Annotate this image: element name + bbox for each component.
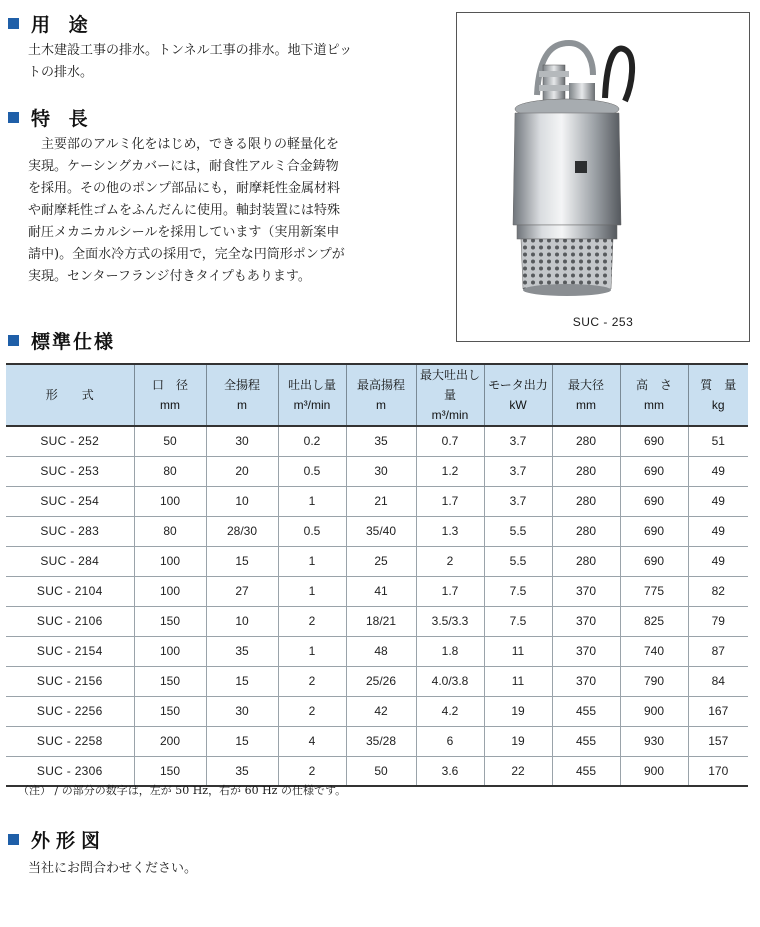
column-header-label: 最高揚程 (356, 378, 405, 392)
table-cell: 2 (278, 606, 346, 636)
column-header-label: 形 式 (45, 388, 94, 402)
table-cell: 50 (346, 756, 416, 786)
table-cell: 19 (484, 696, 552, 726)
table-cell: 100 (134, 576, 206, 606)
column-header-label: 吐出し量 (287, 378, 336, 392)
column-header (416, 364, 484, 426)
table-cell: 20 (206, 456, 278, 486)
column-header-unit: m³/min (431, 408, 469, 422)
table-cell: 167 (688, 696, 748, 726)
table-cell: 150 (134, 756, 206, 786)
table-cell: 690 (620, 546, 688, 576)
table-cell: 35/28 (346, 726, 416, 756)
table-cell: 19 (484, 726, 552, 756)
table-cell: 280 (552, 546, 620, 576)
blue-square-icon (8, 18, 19, 29)
table-cell: 1 (278, 636, 346, 666)
table-cell: 87 (688, 636, 748, 666)
table-cell: 690 (620, 426, 688, 456)
spec-table (6, 363, 748, 787)
table-cell: 3.6 (416, 756, 484, 786)
table-cell: 35 (206, 756, 278, 786)
table-row (6, 486, 748, 516)
table-cell: 690 (620, 516, 688, 546)
section-heading-spec (8, 327, 115, 354)
section-title: 標準仕様 (31, 331, 116, 353)
column-header-label: 最大吐出し量 (419, 368, 480, 402)
column-header-label: 最大径 (567, 378, 604, 392)
text-line: 実現。ケーシングカバーには，耐食性アルミ合金鋳物 (28, 159, 339, 174)
column-header-label: 口 径 (151, 378, 188, 392)
text-line: 土木建設工事の排水。トンネル工事の排水。地下道ピッ (28, 43, 353, 58)
table-cell: 825 (620, 606, 688, 636)
table-row (6, 456, 748, 486)
table-cell: 41 (346, 576, 416, 606)
text-line: 主要部のアルミ化をはじめ，できる限りの軽量化を (28, 137, 339, 152)
blue-square-icon (8, 335, 19, 346)
table-cell: 150 (134, 696, 206, 726)
pump-illustration (457, 13, 749, 313)
model-cell: SUC - 283 (6, 516, 134, 546)
table-cell: 150 (134, 666, 206, 696)
blue-square-icon (8, 112, 19, 123)
table-cell: 84 (688, 666, 748, 696)
pump-photo-frame (456, 12, 750, 342)
table-cell: 48 (346, 636, 416, 666)
table-row (6, 636, 748, 666)
column-header (688, 364, 748, 426)
table-cell: 30 (346, 456, 416, 486)
column-header-label: モータ出力 (488, 378, 548, 392)
table-cell: 80 (134, 456, 206, 486)
table-cell: 10 (206, 486, 278, 516)
table-cell: 370 (552, 606, 620, 636)
table-cell: 7.5 (484, 606, 552, 636)
table-cell: 49 (688, 516, 748, 546)
table-note: （注） / の部分の数字は，左が 50 Hz，右が 60 Hz の仕様です。 (18, 784, 347, 797)
column-header-label: 全揚程 (223, 378, 260, 392)
table-cell: 2 (416, 546, 484, 576)
table-cell: 42 (346, 696, 416, 726)
table-row (6, 606, 748, 636)
use-description (28, 40, 352, 84)
column-header-label: 質 量 (700, 378, 737, 392)
table-cell: 0.5 (278, 456, 346, 486)
column-header (552, 364, 620, 426)
column-header-unit: m³/min (293, 398, 331, 412)
table-cell: 775 (620, 576, 688, 606)
table-cell: 0.5 (278, 516, 346, 546)
model-cell: SUC - 284 (6, 546, 134, 576)
table-cell: 4 (278, 726, 346, 756)
table-cell: 900 (620, 696, 688, 726)
text-line: や耐摩耗性ゴムをふんだんに使用。軸封装置には特殊 (28, 203, 341, 218)
table-cell: 157 (688, 726, 748, 756)
table-cell: 27 (206, 576, 278, 606)
table-cell: 3.7 (484, 486, 552, 516)
column-header-unit: kg (711, 398, 725, 412)
model-cell: SUC - 2106 (6, 606, 134, 636)
model-cell: SUC - 2156 (6, 666, 134, 696)
table-cell: 370 (552, 576, 620, 606)
table-cell: 4.0/3.8 (416, 666, 484, 696)
column-header-unit: mm (644, 398, 664, 412)
table-row (6, 546, 748, 576)
table-cell: 2 (278, 756, 346, 786)
table-cell: 28/30 (206, 516, 278, 546)
table-cell: 7.5 (484, 576, 552, 606)
photo-caption: SUC - 253 (572, 315, 634, 329)
section-title: 特 長 (31, 108, 94, 130)
column-header (6, 364, 134, 426)
column-header-unit: mm (160, 398, 180, 412)
column-header-unit: mm (576, 398, 596, 412)
table-cell: 930 (620, 726, 688, 756)
table-cell: 15 (206, 726, 278, 756)
table-row (6, 666, 748, 696)
column-header-unit: kW (509, 398, 527, 412)
table-cell: 100 (134, 546, 206, 576)
table-cell: 22 (484, 756, 552, 786)
table-row (6, 426, 748, 456)
table-cell: 4.2 (416, 696, 484, 726)
table-cell: 3.7 (484, 426, 552, 456)
column-header (206, 364, 278, 426)
column-header (278, 364, 346, 426)
table-cell: 30 (206, 696, 278, 726)
table-cell: 1 (278, 576, 346, 606)
table-cell: 790 (620, 666, 688, 696)
outline-description: 当社にお問合わせください。 (28, 861, 198, 876)
table-body (6, 426, 748, 786)
table-cell: 50 (134, 426, 206, 456)
section-title: 外形図 (31, 830, 107, 852)
text-line: を採用。その他のポンプ部品にも，耐摩耗性金属材料 (28, 181, 341, 196)
section-heading-use (8, 10, 94, 37)
table-cell: 200 (134, 726, 206, 756)
table-cell: 690 (620, 486, 688, 516)
model-cell: SUC - 2306 (6, 756, 134, 786)
table-cell: 25/26 (346, 666, 416, 696)
table-cell: 79 (688, 606, 748, 636)
table-cell: 5.5 (484, 516, 552, 546)
table-cell: 900 (620, 756, 688, 786)
section-heading-features (8, 104, 94, 131)
section-heading-outline (8, 826, 106, 853)
features-description (28, 134, 345, 288)
table-cell: 1.2 (416, 456, 484, 486)
table-cell: 35 (346, 426, 416, 456)
model-cell: SUC - 2258 (6, 726, 134, 756)
model-cell: SUC - 254 (6, 486, 134, 516)
table-cell: 100 (134, 486, 206, 516)
model-cell: SUC - 2104 (6, 576, 134, 606)
table-row (6, 726, 748, 756)
table-cell: 455 (552, 726, 620, 756)
table-cell: 21 (346, 486, 416, 516)
table-cell: 1.7 (416, 576, 484, 606)
table-cell: 11 (484, 636, 552, 666)
table-cell: 455 (552, 696, 620, 726)
column-header (346, 364, 416, 426)
column-header (134, 364, 206, 426)
blue-square-icon (8, 834, 19, 845)
table-cell: 1.3 (416, 516, 484, 546)
table-cell: 170 (688, 756, 748, 786)
column-header (484, 364, 552, 426)
table-cell: 280 (552, 456, 620, 486)
column-header-unit: m (376, 398, 386, 412)
table-cell: 51 (688, 426, 748, 456)
column-header-label: 高 さ (635, 378, 672, 392)
table-cell: 10 (206, 606, 278, 636)
table-cell: 280 (552, 426, 620, 456)
table-cell: 35 (206, 636, 278, 666)
section-title: 用 途 (31, 14, 94, 36)
table-cell: 5.5 (484, 546, 552, 576)
table-cell: 1.8 (416, 636, 484, 666)
text-line: 耐圧メカニカルシールを採用しています（実用新案申 (28, 225, 340, 240)
table-cell: 18/21 (346, 606, 416, 636)
text-line: トの排水。 (28, 65, 94, 80)
table-cell: 49 (688, 456, 748, 486)
table-cell: 370 (552, 636, 620, 666)
table-cell: 49 (688, 546, 748, 576)
text-line: 実現。センターフランジ付きタイプもあります。 (28, 269, 311, 284)
table-cell: 15 (206, 546, 278, 576)
table-header-row (6, 364, 748, 426)
table-cell: 35/40 (346, 516, 416, 546)
table-cell: 6 (416, 726, 484, 756)
table-cell: 1 (278, 546, 346, 576)
model-cell: SUC - 252 (6, 426, 134, 456)
table-cell: 80 (134, 516, 206, 546)
table-cell: 0.7 (416, 426, 484, 456)
table-row (6, 696, 748, 726)
table-cell: 1 (278, 486, 346, 516)
table-cell: 49 (688, 486, 748, 516)
table-cell: 740 (620, 636, 688, 666)
table-cell: 280 (552, 486, 620, 516)
table-cell: 30 (206, 426, 278, 456)
table-row (6, 516, 748, 546)
table-cell: 15 (206, 666, 278, 696)
table-cell: 82 (688, 576, 748, 606)
table-cell: 150 (134, 606, 206, 636)
text-line: 請中)。全面水冷方式の採用で，完全な円筒形ポンプが (28, 247, 345, 262)
table-cell: 25 (346, 546, 416, 576)
table-cell: 280 (552, 516, 620, 546)
table-cell: 455 (552, 756, 620, 786)
table-cell: 1.7 (416, 486, 484, 516)
model-cell: SUC - 2256 (6, 696, 134, 726)
column-header (620, 364, 688, 426)
table-cell: 2 (278, 696, 346, 726)
table-cell: 0.2 (278, 426, 346, 456)
table-cell: 690 (620, 456, 688, 486)
model-cell: SUC - 2154 (6, 636, 134, 666)
table-cell: 100 (134, 636, 206, 666)
table-cell: 11 (484, 666, 552, 696)
table-cell: 370 (552, 666, 620, 696)
column-header-unit: m (237, 398, 247, 412)
table-cell: 3.7 (484, 456, 552, 486)
table-cell: 3.5/3.3 (416, 606, 484, 636)
table-cell: 2 (278, 666, 346, 696)
model-cell: SUC - 253 (6, 456, 134, 486)
table-row (6, 576, 748, 606)
